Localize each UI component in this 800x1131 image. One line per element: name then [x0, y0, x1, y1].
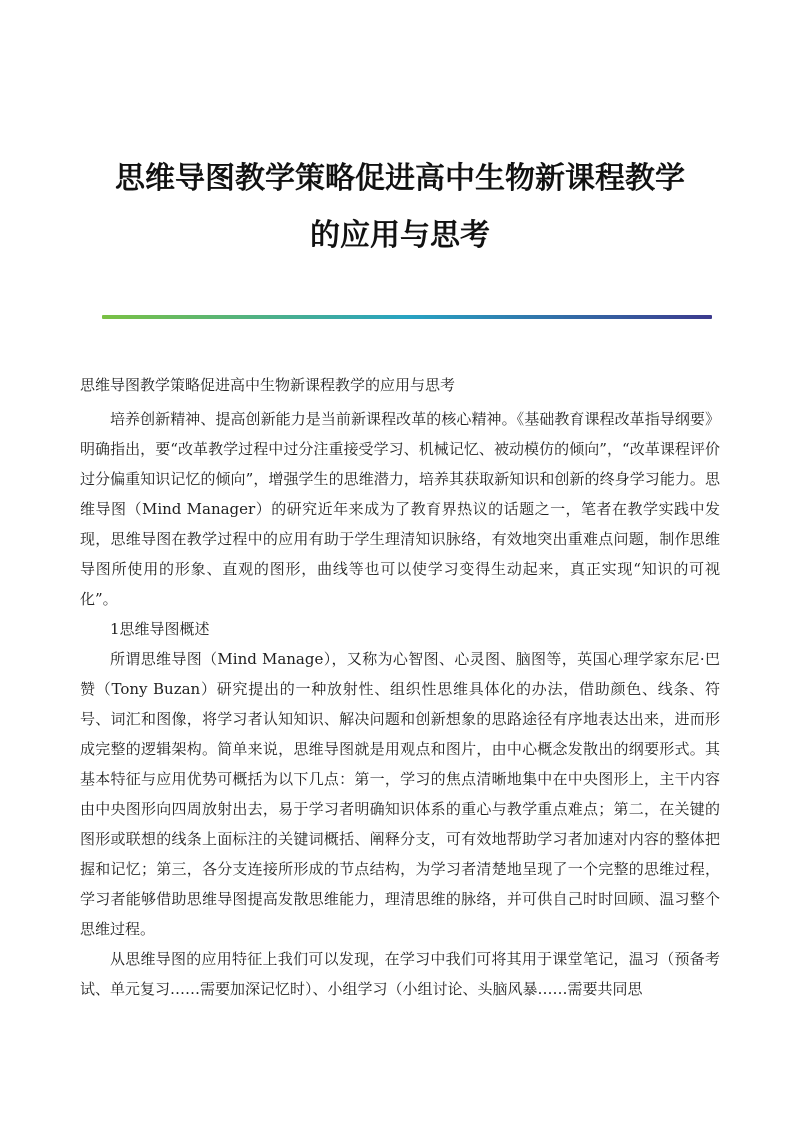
document-title — [0, 150, 800, 264]
document-subtitle: 思维导图教学策略促进高中生物新课程教学的应用与思考 — [80, 376, 456, 394]
title-line-2: 的应用与思考 — [310, 218, 490, 253]
paragraph-intro: 培养创新精神、提高创新能力是当前新课程改革的核心精神。《基础教育课程改革指导纲要》明确指出，要“改革教学过程中过分注重接受学习、机械记忆、被动模仿的倾向”，“改革课程评价过分偏重知识记忆的倾向”，增强学生的思维潜力，培养其获取新知识和创新的终身学习能力。思维导图（Mind Manager）的研究近年来成为了教育界热议的话题之一，笔者在教学实践中发现，思维导图在教学过程中的应用有助于学生理清知识脉络，有效地突出重难点问题，制作思维导图所使用的形象、直观的图形，曲线等也可以使学习变得生动起来，真正实现“知识的可视化”。 — [80, 410, 720, 608]
document-body — [80, 370, 720, 1004]
section-heading: 1思维导图概述 — [110, 620, 210, 638]
title-line-1: 思维导图教学策略促进高中生物新课程教学 — [115, 161, 685, 196]
title-divider — [102, 315, 712, 319]
paragraph-application: 从思维导图的应用特征上我们可以发现，在学习中我们可将其用于课堂笔记，温习（预备考试、单元复习……需要加深记忆时）、小组学习（小组讨论、头脑风暴……需要共同思 — [80, 950, 720, 998]
paragraph-mind-map-overview: 所谓思维导图（Mind Manage），又称为心智图、心灵图、脑图等，英国心理学家东尼·巴赞（Tony Buzan）研究提出的一种放射性、组织性思维具体化的办法，借助颜色、线条、符号、词汇和图像，将学习者认知知识、解决问题和创新想象的思路途径有序地表达出来，进而形成完整的逻辑架构。简单来说，思维导图就是用观点和图片，由中心概念发散出的纲要形式。其基本特征与应用优势可概括为以下几点：第一，学习的焦点清晰地集中在中央图形上，主干内容由中央图形向四周放射出去，易于学习者明确知识体系的重心与教学重点难点；第二，在关键的图形或联想的线条上面标注的关键词概括、阐释分支，可有效地帮助学习者加速对内容的整体把握和记忆；第三，各分支连接所形成的节点结构，为学习者清楚地呈现了一个完整的思维过程，学习者能够借助思维导图提高发散思维能力，理清思维的脉络，并可供自己时时回顾、温习整个思维过程。 — [80, 650, 720, 938]
